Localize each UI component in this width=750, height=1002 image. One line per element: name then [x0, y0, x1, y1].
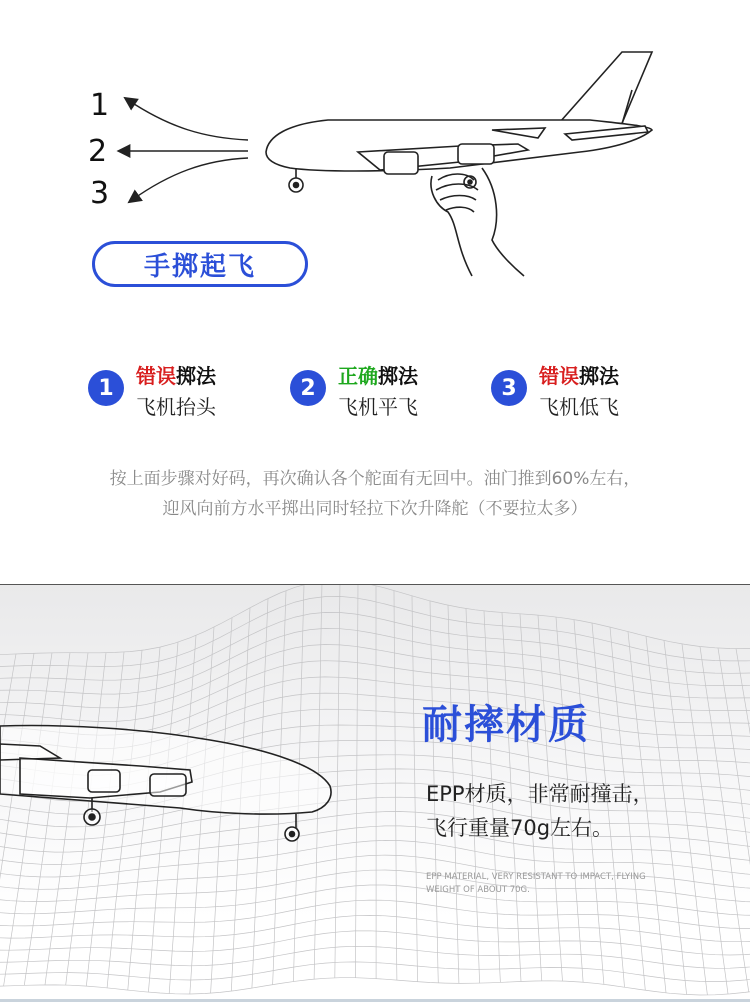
method-verdict: 正确 [338, 364, 378, 388]
method-number-badge: 1 [88, 370, 124, 406]
trajectory-number-1: 1 [90, 88, 110, 123]
feature-description-line-2: 飞行重量70g左右。 [426, 816, 614, 840]
feature-english-line-2: WEIGHT OF ABOUT 70G. [426, 885, 530, 895]
feature-description-line-1: EPP材质，非常耐撞击， [426, 782, 654, 806]
method-suffix: 掷法 [378, 364, 418, 388]
method-item-2 [290, 360, 460, 422]
hand-launch-badge-label: 手掷起飞 [143, 251, 256, 282]
method-suffix: 掷法 [579, 364, 619, 388]
instruction-line-2: 迎风向前方水平掷出同时轻拉下次升降舵（不要拉太多） [162, 499, 588, 519]
method-item-3 [491, 360, 661, 422]
trajectory-number-3: 3 [90, 176, 110, 211]
airplane-with-hand-illustration [260, 40, 680, 280]
hand-launch-badge [92, 241, 308, 287]
method-result: 飞机抬头 [136, 395, 216, 419]
instruction-line-1: 按上面步骤对好码，再次确认各个舵面有无回中。油门推到60%左右， [109, 469, 641, 489]
method-result: 飞机平飞 [338, 395, 418, 419]
method-number-badge: 3 [491, 370, 527, 406]
method-number-badge: 2 [290, 370, 326, 406]
method-verdict: 错误 [136, 364, 176, 388]
method-suffix: 掷法 [176, 364, 216, 388]
feature-title: 耐摔材质 [422, 702, 590, 748]
material-feature-section [0, 585, 750, 1002]
trajectory-arrows-icon [110, 88, 260, 218]
method-verdict: 错误 [539, 364, 579, 388]
airplane-closeup-illustration [0, 700, 360, 850]
method-result: 飞机低飞 [539, 395, 619, 419]
feature-english-line-1: EPP MATERIAL, VERY RESISTANT TO IMPACT, FLYING [426, 872, 646, 882]
trajectory-number-2: 2 [88, 134, 108, 169]
method-item-1 [88, 360, 258, 422]
